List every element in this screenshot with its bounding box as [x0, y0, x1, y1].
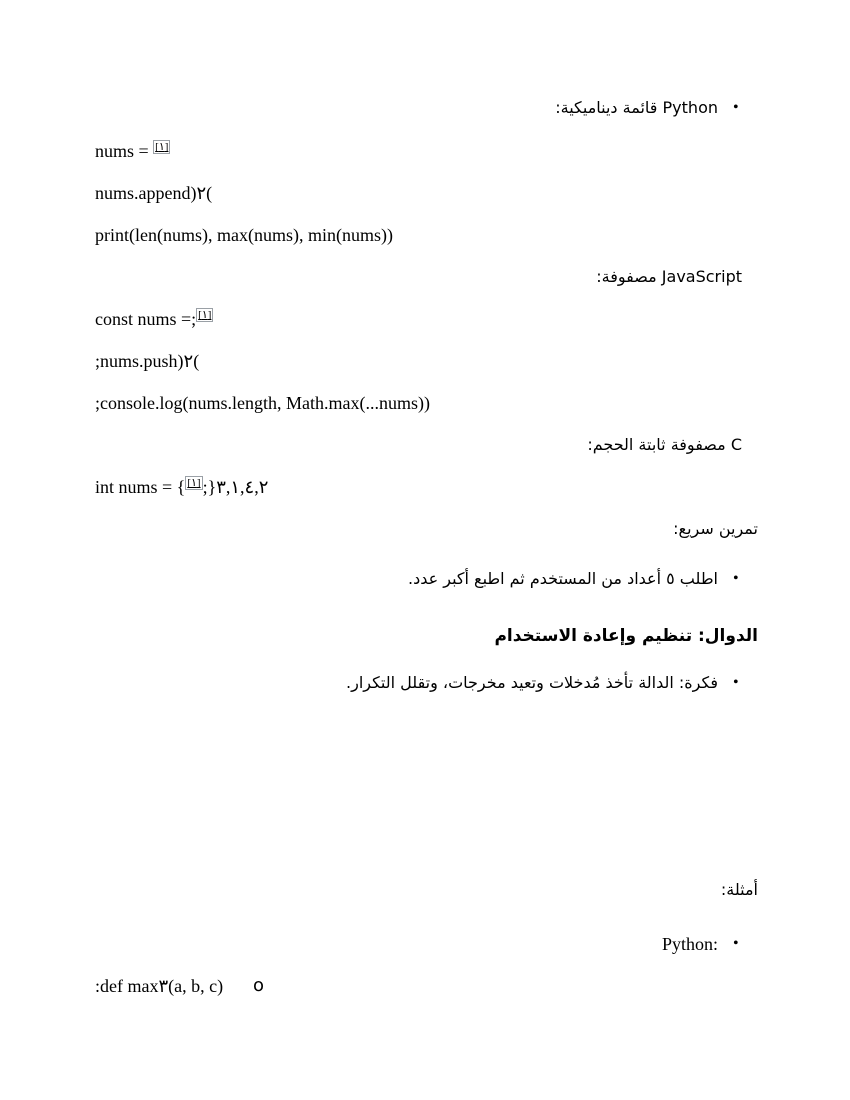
bullet-disc-icon: •	[733, 99, 739, 116]
code-text: int nums = {٣,١,٤,٢{;	[95, 477, 269, 497]
bullet-disc-icon: •	[733, 935, 739, 952]
c-array-heading: C مصفوفة ثابتة الحجم:	[587, 435, 742, 454]
footnote-reference[interactable]: [١]	[187, 477, 201, 489]
code-line-console-log: ;console.log(nums.length, Math.max(...nums))	[95, 393, 430, 413]
python-list-heading: Python قائمة ديناميكية:	[555, 98, 718, 117]
code-text: nums =	[95, 141, 154, 161]
footnote-reference[interactable]: [١]	[198, 309, 212, 321]
code-line-int-nums	[95, 475, 268, 499]
code-line-const-nums	[95, 307, 213, 331]
quick-exercise-heading: تمرين سريع:	[673, 519, 758, 538]
exercise-list-item: اطلب ٥ أعداد من المستخدم ثم اطبع أكبر عدد.	[408, 569, 718, 588]
bullet-disc-icon: •	[733, 570, 739, 587]
examples-heading: أمثلة:	[720, 880, 758, 899]
code-line-nums-assign	[95, 139, 170, 163]
code-text: const nums =;	[95, 309, 197, 329]
code-line-def-max3: :def max٣(a, b, c)	[95, 976, 224, 996]
footnote-reference[interactable]: [١]	[155, 141, 169, 153]
functions-idea-item: فكرة: الدالة تأخذ مُدخلات وتعيد مخرجات، وتقلل التكرار.	[346, 673, 718, 692]
bullet-circle-icon: o	[253, 975, 265, 996]
javascript-array-heading: JavaScript مصفوفة:	[596, 267, 742, 286]
code-line-append: nums.append)٢(	[95, 183, 213, 203]
functions-section-heading: الدوال: تنظيم وإعادة الاستخدام	[494, 626, 758, 646]
bullet-disc-icon: •	[733, 674, 739, 691]
python-example-item: :Python	[661, 934, 718, 954]
code-line-push: ;nums.push)٢(	[95, 351, 200, 371]
code-line-print: print(len(nums), max(nums), min(nums))	[95, 225, 393, 245]
